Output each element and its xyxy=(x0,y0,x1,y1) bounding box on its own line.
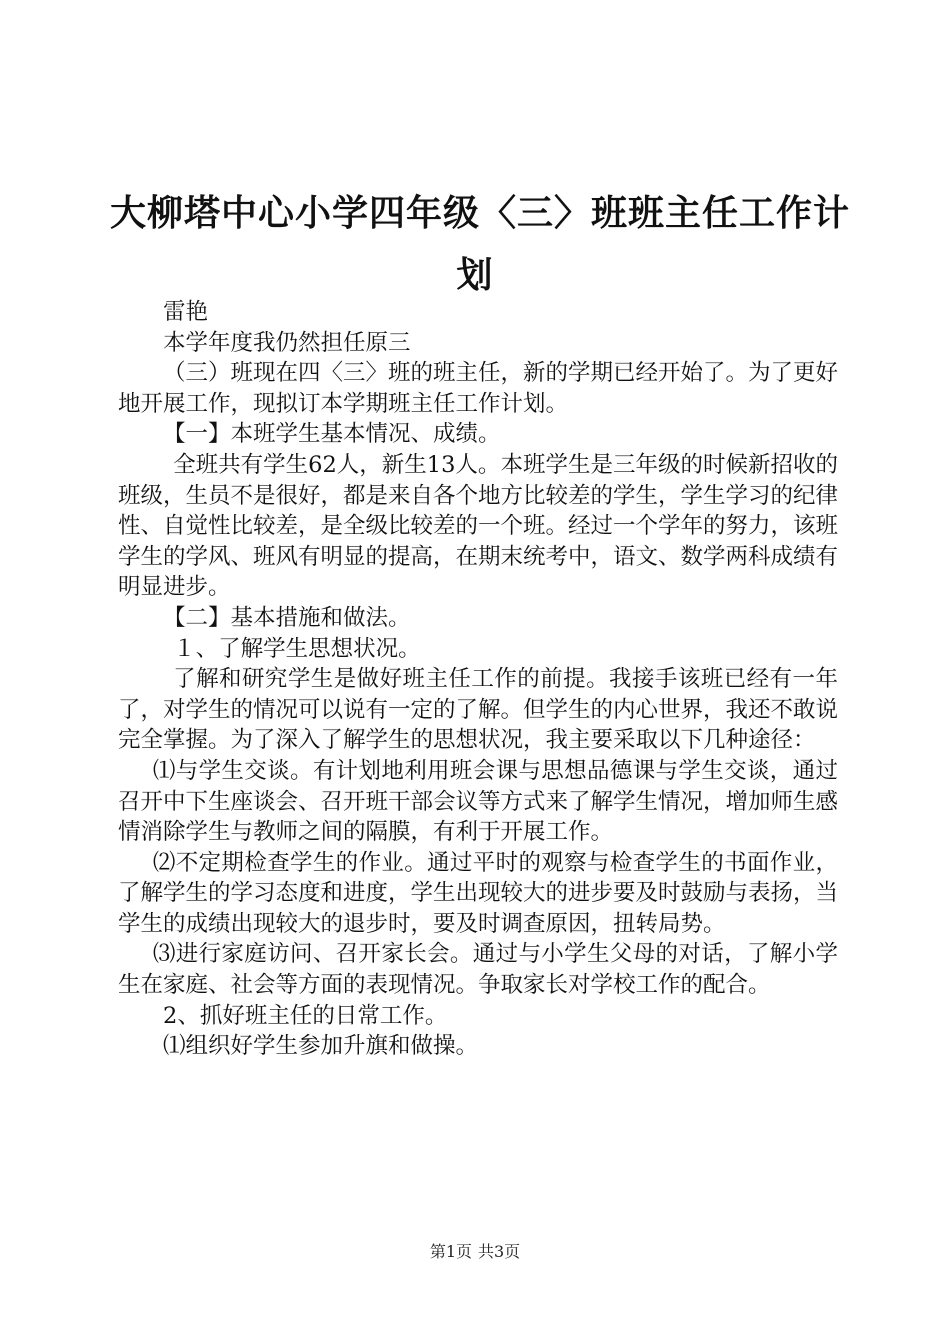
list-item-4: ⑴组织好学生参加升旗和做操。 xyxy=(163,1033,479,1060)
paragraph-intro-continued: （三）班现在四〈三〉班的班主任，新的学期已经开始了。为了更好地开展工作，现拟订本学期班主任工作计划。 xyxy=(118,360,839,417)
title-line-2: 划 xyxy=(456,255,494,296)
paragraph-intro: 本学年度我仍然担任原三 xyxy=(163,329,411,356)
page-title xyxy=(110,183,851,307)
document-body xyxy=(118,297,838,1062)
author-name: 雷艳 xyxy=(163,299,209,325)
subheading-1: １、了解学生思想状况。 xyxy=(173,635,421,662)
paragraph-understand-students: 了解和研究学生是做好班主任工作的前提。我接手该班已经有一年了，对学生的情况可以说有一定的了解。但学生的内心世界，我还不敢说完全掌握。为了深入了解学生的思想状况，我主要采取以下几种途径： xyxy=(118,666,839,754)
list-item-1: ⑴与学生交谈。有计划地利用班会课与思想品德课与学生交谈，通过召开中下生座谈会、召开班干部会议等方式来了解学生情况，增加师生感情消除学生与教师之间的隔膜，有利于开展工作。 xyxy=(118,757,839,846)
section-heading-1: 【一】本班学生基本情况、成绩。 xyxy=(163,421,501,448)
title-line-1: 大柳塔中心小学四年级〈三〉班班主任工作计 xyxy=(110,193,851,234)
subheading-2: 2、抓好班主任的日常工作。 xyxy=(163,1002,448,1029)
section-heading-2: 【二】基本措施和做法。 xyxy=(163,604,411,631)
page-number: 第1页 xyxy=(429,1242,472,1261)
paragraph-class-situation: 全班共有学生62人，新生13人。本班学生是三年级的时候新招收的班级，生员不是很好，都是来自各个地方比较差的学生，学生学习的纪律性、自觉性比较差，是全级比较差的一个班。经过一个学年的努力，该班学生的学风、班风有明显的提高，在期末统考中，语文、数学两科成绩有明显进步。 xyxy=(118,451,839,601)
page-footer xyxy=(0,1242,950,1262)
page-total: 共3页 xyxy=(478,1242,521,1261)
list-item-2: ⑵不定期检查学生的作业。通过平时的观察与检查学生的书面作业，了解学生的学习态度和进度，学生出现较大的进步要及时鼓励与表扬，当学生的成绩出现较大的退步时，要及时调查原因，扭转局势。 xyxy=(118,849,839,937)
list-item-3: ⑶进行家庭访问、召开家长会。通过与小学生父母的对话，了解小学生在家庭、社会等方面的表现情况。争取家长对学校工作的配合。 xyxy=(118,941,838,999)
